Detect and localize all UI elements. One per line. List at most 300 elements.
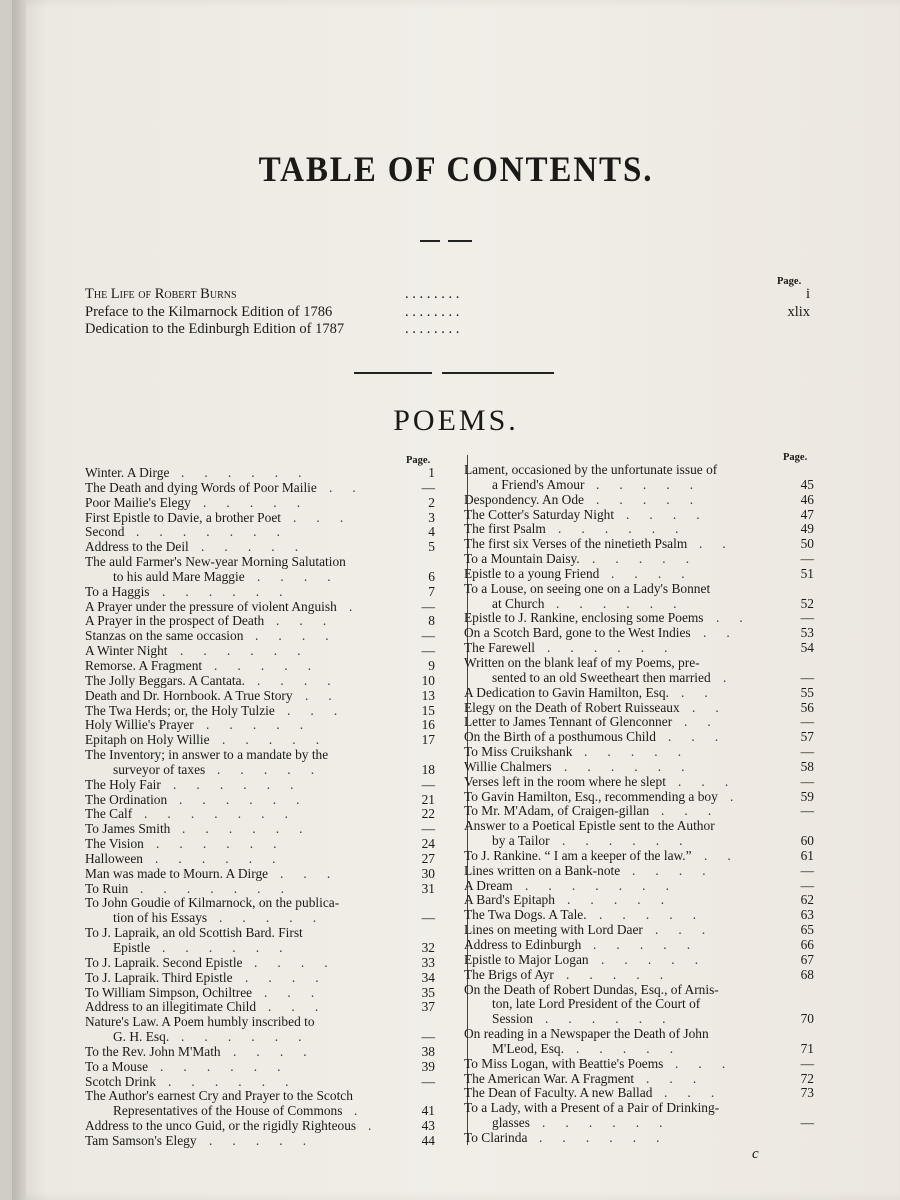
toc-entry (464, 760, 814, 775)
toc-entry-title: A Dream (464, 877, 513, 893)
toc-entry-page: — (421, 910, 435, 926)
toc-entry-page: 41 (421, 1103, 435, 1119)
toc-entry-page: 21 (421, 791, 435, 807)
toc-entry-title: The Ordination (85, 791, 168, 807)
leader-dots: . . . . . . . . (405, 321, 460, 337)
leader-dots: . (723, 670, 747, 685)
leader-dots: . . . (293, 510, 364, 525)
toc-entry-title: To J. Rankine. “ I am a keeper of the law.” (464, 847, 692, 863)
toc-entry (85, 778, 435, 793)
leader-dots: . . . . . (203, 495, 321, 510)
toc-entry-continuation (464, 997, 814, 1012)
toc-entry-title: Answer to a Poetical Epistle sent to the Author (464, 818, 715, 834)
toc-entry-page: 3 (428, 509, 435, 525)
toc-entry-page: — (800, 551, 814, 567)
toc-entry (464, 804, 814, 819)
toc-entry-page: 66 (800, 937, 814, 952)
book-spine-shadow (12, 0, 26, 1200)
leader-dots: . . . . . (566, 967, 684, 982)
toc-entry-title: Representatives of the House of Commons (113, 1103, 343, 1119)
toc-entry-continuation (464, 597, 814, 612)
leader-dots: . . (305, 688, 352, 703)
toc-entry-page: 4 (428, 524, 435, 540)
toc-entry (85, 540, 435, 555)
leader-dots: . . . . . . (547, 641, 688, 656)
leader-dots: . . . . . (219, 911, 337, 926)
leader-dots: . . . . . (567, 893, 685, 908)
toc-entry (85, 733, 435, 748)
section-rule-right (442, 372, 554, 374)
leader-dots: . . . (268, 1000, 339, 1015)
book-page (12, 0, 900, 1200)
toc-entry-page: 61 (800, 847, 814, 863)
leader-dots: . . . . . . (173, 777, 314, 792)
leader-dots: . . . . (245, 970, 339, 985)
toc-entry-page: 30 (421, 865, 435, 881)
toc-entry (85, 1000, 435, 1015)
leader-dots: . . . . . (201, 540, 319, 555)
toc-entry (85, 511, 435, 526)
leader-dots: . . . . (257, 569, 351, 584)
toc-entry (85, 1089, 435, 1104)
toc-entry-title: Elegy on the Death of Robert Ruisseaux (464, 699, 680, 715)
toc-entry (85, 718, 435, 733)
toc-entry-title: by a Tailor (492, 833, 550, 849)
toc-entry (85, 986, 435, 1001)
toc-entry-title: Written on the blank leaf of my Poems, pre- (464, 654, 700, 670)
leader-dots: . . . . . . . (136, 525, 301, 540)
toc-entry-title: To Gavin Hamilton, Esq., recommending a boy (464, 788, 718, 804)
leader-dots: . . . . . . (562, 834, 703, 849)
toc-entry-title: The Cotter's Saturday Night (464, 506, 615, 522)
toc-entry (464, 893, 814, 908)
toc-entry (85, 896, 435, 911)
toc-entry-page: — (421, 479, 435, 495)
toc-entry-title: Remorse. A Fragment (85, 657, 203, 673)
toc-entry (85, 659, 435, 674)
toc-entry (464, 864, 814, 879)
toc-entry (464, 463, 814, 478)
prelim-entry (85, 321, 810, 339)
toc-entry-title: On reading in a Newspaper the Death of John (464, 1026, 709, 1042)
leader-dots: . . . . . . (179, 792, 320, 807)
toc-entry-page: 24 (421, 836, 435, 852)
leader-dots: . . . . . . (545, 1012, 686, 1027)
toc-entry-page: 55 (800, 684, 814, 700)
toc-entry-title: Letter to James Tennant of Glenconner (464, 714, 673, 730)
toc-entry-page: 49 (800, 521, 814, 537)
leader-dots: . . . (668, 730, 739, 745)
toc-entry-title: To Miss Logan, with Beattie's Poems (464, 1055, 664, 1071)
leader-dots: . . . . . . (558, 522, 699, 537)
toc-entry-title: To a Louse, on seeing one on a Lady's Bonnet (464, 580, 711, 596)
toc-entry-title: On the Death of Robert Dundas, Esq., of Arnis- (464, 981, 719, 997)
leader-dots: . . . . (632, 863, 726, 878)
toc-entry-page: 34 (421, 969, 435, 985)
title-rule-left (420, 240, 440, 242)
leader-dots: . . (716, 611, 763, 626)
toc-entry-title: G. H. Esq. (113, 1029, 170, 1045)
toc-entry-title: The Jolly Beggars. A Cantata. (85, 672, 245, 688)
toc-entry-title: The Calf (85, 806, 133, 822)
toc-entry-title: Epitaph on Holy Willie (85, 732, 210, 748)
toc-entry-title: The Inventory; in answer to a mandate by the (85, 747, 329, 763)
toc-entry (464, 1057, 814, 1072)
toc-entry-continuation (85, 570, 435, 585)
toc-entry-page: — (421, 598, 435, 614)
toc-entry (464, 686, 814, 701)
toc-entry (85, 852, 435, 867)
toc-entry-title: The first six Verses of the ninetieth Psalm (464, 536, 688, 552)
toc-entry-title: To the Rev. John M'Math (85, 1043, 221, 1059)
toc-entry (464, 745, 814, 760)
leader-dots: . . . . . (206, 718, 324, 733)
leader-dots: . (368, 1119, 392, 1134)
leader-dots: . . (681, 685, 728, 700)
leader-dots: . . . . . . (162, 584, 303, 599)
toc-entry (85, 704, 435, 719)
toc-entry-title: To James Smith (85, 821, 171, 837)
toc-entry-continuation (464, 834, 814, 849)
toc-entry-title: To Ruin (85, 880, 129, 896)
toc-entry (85, 689, 435, 704)
leader-dots: . . . . . . (182, 822, 323, 837)
toc-entry-title: Session (492, 1011, 533, 1027)
leader-dots: . . . (276, 614, 347, 629)
toc-entry-continuation (85, 1030, 435, 1045)
toc-entry-title: A Dedication to Gavin Hamilton, Esq. (464, 684, 669, 700)
leader-dots: . . . . (255, 629, 349, 644)
toc-entry-title: Address to the unco Guid, or the rigidly Righteous (85, 1118, 357, 1134)
toc-entry-title: at Church (492, 595, 545, 611)
toc-entry-title: To John Goudie of Kilmarnock, on the publica- (85, 895, 340, 911)
toc-entry (85, 807, 435, 822)
prelim-entry-page: i (805, 286, 810, 302)
toc-entry-title: To Mr. M'Adam, of Craigen-gillan (464, 803, 650, 819)
toc-entry-title: To a Mouse (85, 1058, 149, 1074)
toc-entry (85, 1119, 435, 1134)
leader-dots: . . . . (233, 1044, 327, 1059)
toc-entry-page: 46 (800, 491, 814, 507)
toc-entry (464, 923, 814, 938)
toc-entry-title: The Farewell (464, 640, 536, 656)
toc-entry-title: To a Haggis (85, 583, 150, 599)
toc-entry (464, 522, 814, 537)
poems-heading: POEMS. (393, 404, 519, 437)
toc-entry-page: — (800, 862, 814, 878)
toc-entry (85, 822, 435, 837)
toc-entry (85, 956, 435, 971)
toc-entry-page: — (421, 1029, 435, 1045)
title-rule-right (448, 240, 472, 242)
toc-entry (85, 1060, 435, 1075)
prelim-entry (85, 286, 810, 304)
toc-entry-page: 13 (421, 687, 435, 703)
prelim-entry-title: The Life of Robert Burns (85, 286, 237, 302)
toc-entry-title: The Death and dying Words of Poor Mailie (85, 479, 317, 495)
leader-dots: . . . . . (592, 552, 710, 567)
leader-dots: . . . . . . . (525, 878, 690, 893)
toc-entry-title: Verses left in the room where he slept (464, 773, 666, 789)
toc-entry-continuation (464, 1116, 814, 1131)
toc-entry (464, 730, 814, 745)
toc-entry-page: — (421, 821, 435, 837)
toc-entry-page: 44 (421, 1132, 435, 1148)
toc-entry (85, 926, 435, 941)
toc-entry-page: 70 (800, 1011, 814, 1027)
toc-entry-page: 67 (800, 951, 814, 967)
toc-entry (85, 1134, 435, 1149)
toc-entry (85, 882, 435, 897)
leader-dots: . . . . . (593, 938, 711, 952)
toc-entry-page: 52 (800, 595, 814, 611)
toc-entry-page: — (800, 773, 814, 789)
toc-entry-continuation (85, 763, 435, 778)
toc-entry (464, 1101, 814, 1116)
toc-entry-page: 8 (428, 613, 435, 629)
toc-entry-title: Lines on meeting with Lord Daer (464, 922, 643, 938)
leader-dots: . . . (264, 985, 335, 1000)
toc-entry-page: 27 (421, 850, 435, 866)
toc-entry-title: Willie Chalmers (464, 758, 552, 774)
toc-entry-page: 56 (800, 699, 814, 715)
toc-entry-title: The auld Farmer's New-year Morning Salutation (85, 554, 346, 570)
toc-entry (85, 867, 435, 882)
leader-dots: . . . (646, 1071, 717, 1086)
toc-entry-title: Tam Samson's Elegy (85, 1132, 197, 1148)
toc-entry-title: Epistle to a young Friend (464, 565, 600, 581)
toc-entry-title: a Friend's Amour (492, 476, 585, 492)
toc-entry-title: The Vision (85, 836, 144, 852)
toc-entry (464, 790, 814, 805)
toc-entry (464, 819, 814, 834)
poems-left-page-header: Page. (406, 455, 431, 466)
prelims-page-header: Page. (777, 276, 802, 287)
leader-dots: . . . . (611, 566, 705, 581)
toc-entry-title: to his auld Mare Maggie (113, 568, 245, 584)
leader-dots: . . . . . . . . (405, 286, 460, 302)
toc-entry-page: 9 (428, 657, 435, 673)
toc-entry-title: On the Birth of a posthumous Child (464, 729, 656, 745)
toc-entry-continuation (464, 671, 814, 686)
leader-dots: . . . . . . (180, 644, 321, 659)
toc-entry (85, 644, 435, 659)
leader-dots: . . . (675, 1056, 746, 1071)
leader-dots: . . . . . . (181, 1030, 322, 1045)
toc-entry-title: Stanzas on the same occasion (85, 628, 244, 644)
toc-entry-page: 62 (800, 892, 814, 908)
leader-dots: . . . (280, 866, 351, 881)
toc-entry (464, 775, 814, 790)
leader-dots: . . . . . (217, 762, 335, 777)
toc-entry-title: glasses (492, 1115, 530, 1131)
leader-dots: . . . . . (596, 492, 714, 507)
toc-entry-page: 72 (800, 1070, 814, 1086)
toc-entry-title: surveyor of taxes (113, 761, 206, 777)
leader-dots: . . . . . (601, 952, 719, 967)
toc-entry-title: To a Lady, with a Present of a Pair of Drinking- (464, 1100, 720, 1116)
toc-entry-title: A Prayer in the prospect of Death (85, 613, 265, 629)
toc-entry (85, 466, 435, 481)
toc-entry (464, 1027, 814, 1042)
toc-entry-title: Lines written on a Bank-note (464, 862, 621, 878)
toc-entry-page: — (800, 803, 814, 819)
toc-entry-title: Scotch Drink (85, 1073, 157, 1089)
toc-entry-title: The Twa Herds; or, the Holy Tulzie (85, 702, 275, 718)
toc-entry-page: 68 (800, 966, 814, 982)
toc-entry-page: 63 (800, 907, 814, 923)
toc-entry (464, 1072, 814, 1087)
toc-entry (85, 600, 435, 615)
toc-entry-title: Epistle (113, 940, 151, 955)
leader-dots: . . . (678, 774, 749, 789)
toc-entry-title: Death and Dr. Hornbook. A True Story (85, 687, 293, 703)
leader-dots: . . . . . (599, 908, 717, 923)
toc-entry-title: Epistle to J. Rankine, enclosing some Poems (464, 610, 704, 626)
toc-entry (464, 493, 814, 508)
leader-dots: . . . (661, 804, 732, 819)
toc-entry-page: 35 (421, 984, 435, 1000)
toc-entry-page: 73 (800, 1085, 814, 1101)
toc-entry-title: A Bard's Epitaph (464, 892, 555, 908)
toc-entry-page: 43 (421, 1118, 435, 1134)
toc-entry-page: 54 (800, 640, 814, 656)
toc-entry-page: 51 (800, 565, 814, 581)
leader-dots: . . . . . . (542, 1116, 683, 1131)
toc-entry-page: 47 (800, 506, 814, 522)
toc-entry-page: 22 (421, 806, 435, 822)
toc-entry-title: Winter. A Dirge (85, 465, 170, 480)
toc-entry-title: First Epistle to Davie, a brother Poet (85, 509, 281, 525)
poems-right-column (464, 463, 814, 1146)
leader-dots: . . . . . (584, 745, 702, 760)
toc-entry-page: 18 (421, 761, 435, 777)
toc-entry (85, 1045, 435, 1060)
toc-entry-page: — (800, 714, 814, 730)
toc-entry-page: 2 (428, 494, 435, 510)
toc-entry (85, 748, 435, 763)
leader-dots: . . . (655, 923, 726, 938)
toc-entry (464, 849, 814, 864)
toc-entry-continuation (85, 941, 435, 956)
toc-entry-title: Halloween (85, 850, 144, 866)
toc-entry-continuation (464, 1012, 814, 1027)
leader-dots: . (354, 1104, 378, 1119)
toc-entry (464, 715, 814, 730)
toc-entry-continuation (85, 911, 435, 926)
toc-entry-title: On a Scotch Bard, gone to the West Indies (464, 625, 691, 641)
leader-dots: . . . . (626, 507, 720, 522)
leader-dots: . . . . . . (556, 596, 697, 611)
toc-entry-title: ton, late Lord President of the Court of (492, 996, 701, 1012)
toc-entry (85, 1075, 435, 1090)
toc-entry (464, 1086, 814, 1101)
toc-entry-title: A Winter Night (85, 643, 168, 659)
prelim-entry (85, 304, 810, 322)
toc-entry (464, 701, 814, 716)
page-title: TABLE OF CONTENTS. (258, 149, 654, 189)
leader-dots: . . . . . (209, 1133, 327, 1148)
toc-entry (85, 971, 435, 986)
toc-entry-page: 37 (421, 999, 435, 1015)
toc-entry (85, 793, 435, 808)
toc-entry (464, 968, 814, 983)
toc-entry-page: — (421, 628, 435, 644)
leader-dots: . . . . . (222, 733, 340, 748)
toc-entry-title: To J. Lapraik. Third Epistle (85, 969, 233, 985)
toc-entry-page: 58 (800, 758, 814, 774)
prelim-entry-page: xlix (787, 303, 810, 320)
toc-entry (85, 525, 435, 540)
toc-entry (85, 674, 435, 689)
toc-entry-page: 16 (421, 717, 435, 733)
toc-entry-page: — (421, 643, 435, 659)
toc-entry-page: 60 (800, 833, 814, 849)
toc-entry-title: To J. Lapraik. Second Epistle (85, 954, 243, 970)
toc-entry-page: 53 (800, 625, 814, 641)
toc-entry (464, 537, 814, 552)
leader-dots: . . . . . . (168, 1074, 309, 1089)
leader-dots: . . . . . . (155, 851, 296, 866)
toc-entry-title: To Clarinda (464, 1129, 528, 1145)
toc-entry (464, 611, 814, 626)
leader-dots: . . . . . . . . (405, 303, 460, 320)
toc-entry-page: — (421, 1073, 435, 1089)
toc-entry-title: sented to an old Sweetheart then married (492, 669, 711, 685)
leader-dots: . . (704, 848, 751, 863)
toc-entry (464, 626, 814, 641)
toc-entry-page: 57 (800, 729, 814, 745)
toc-entry-continuation (85, 1104, 435, 1119)
toc-entry (464, 552, 814, 567)
leader-dots: . . . (664, 1086, 735, 1101)
leader-dots: . . . . . (214, 658, 332, 673)
leader-dots: . . . (287, 703, 358, 718)
toc-entry-page: — (800, 1115, 814, 1131)
leader-dots: . . . . . . (181, 466, 322, 480)
toc-entry-page: 1 (428, 465, 435, 480)
toc-entry-page: 59 (800, 788, 814, 804)
toc-entry (85, 585, 435, 600)
prelim-entry-title: Preface to the Kilmarnock Edition of 1786 (85, 303, 333, 320)
toc-entry (464, 983, 814, 998)
leader-dots: . . . . . . (162, 941, 303, 955)
leader-dots: . . . . (254, 955, 348, 970)
toc-entry (85, 496, 435, 511)
toc-entry (464, 508, 814, 523)
toc-entry-page: 33 (421, 954, 435, 970)
toc-entry-title: A Prayer under the pressure of violent Anguish (85, 598, 337, 614)
leader-dots: . (730, 789, 754, 804)
leader-dots: . . (684, 715, 731, 730)
toc-entry-page: — (800, 610, 814, 626)
leader-dots: . . (692, 700, 739, 715)
toc-entry (85, 837, 435, 852)
toc-entry-page: 15 (421, 702, 435, 718)
leader-dots: . . (329, 480, 376, 495)
toc-entry-page: 7 (428, 583, 435, 599)
toc-entry-title: The Twa Dogs. A Tale. (464, 907, 587, 923)
toc-entry-title: The Dean of Faculty. A new Ballad (464, 1085, 653, 1101)
toc-entry-title: The Author's earnest Cry and Prayer to the Scotch (85, 1088, 353, 1104)
toc-entry-page: — (421, 776, 435, 792)
toc-entry (464, 953, 814, 968)
toc-entry-page: — (800, 744, 814, 760)
toc-entry-continuation (464, 478, 814, 493)
toc-entry-page: 5 (428, 539, 435, 555)
leader-dots: . . . . . . (564, 759, 705, 774)
toc-entry-title: Despondency. An Ode (464, 491, 584, 507)
